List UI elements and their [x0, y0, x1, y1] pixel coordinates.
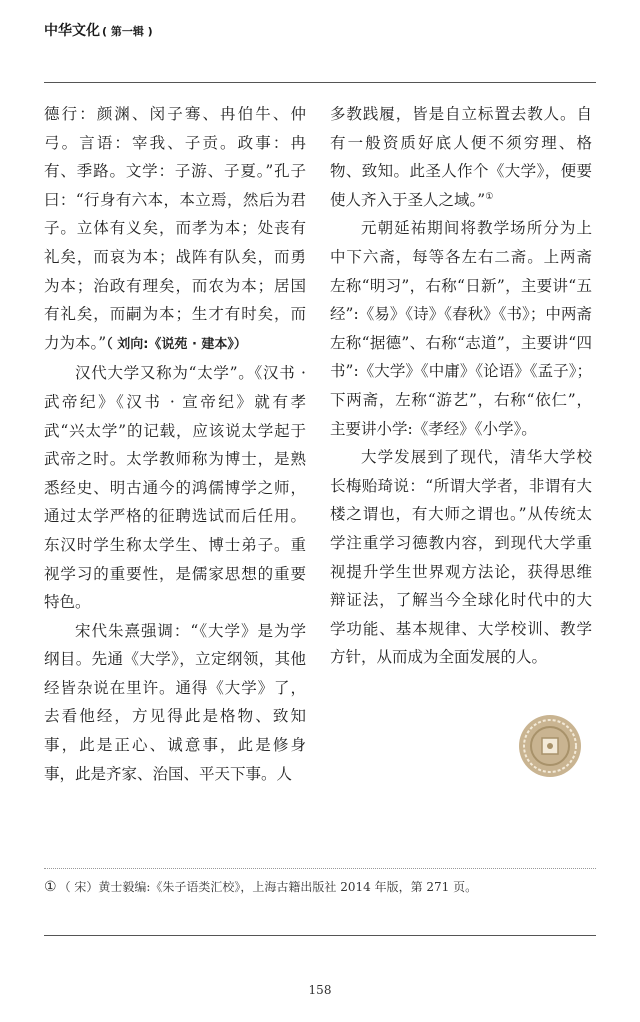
left-paragraph-2: 汉代大学又称为“太学”。《汉书 · 武帝纪》《汉书 · 宣帝纪》就有孝武“兴太学”的记载，应该说太学起于武帝之时。太学教师称为博士，是熟悉经史、明古通今的鸿儒博学之师，通过太学严格的征聘选试而后任用。东汉时学生称太学生、博士弟子。重视学习的重要性，是儒家思想的重要特色。 [44, 364, 306, 612]
footnote-separator [44, 868, 596, 869]
right-paragraph-1 [330, 100, 592, 214]
running-head [44, 20, 153, 40]
right-paragraph-1-text: 多教践履，皆是自立标置去教人。自有一般资质好底人便不须穷理、格物、致知。此圣人作个《大学》，便要使人齐入于圣人之域。” [330, 105, 592, 209]
left-paragraph-1-text: 德行：颜渊、闵子骞、冉伯牛、仲弓。言语：宰我、子贡。政事：冉有、季路。文学：子游、子夏。”孔子曰：“行身有六本，本立焉，然后为君子。立体有义矣，而孝为本；处丧有礼矣，而哀为本；战阵有队矣，而勇为本；治政有理矣，而农为本；居国有礼矣，而嗣为本；生才有时矣，而力为本。” [44, 105, 306, 352]
footnote-text: （ 宋）黄士毅编:《朱子语类汇校》，上海古籍出版社 2014 年版，第 271 页。 [58, 880, 478, 894]
journal-title: 中华文化 [44, 23, 100, 39]
footnote [44, 878, 596, 896]
footnote-reference[interactable]: ① [485, 191, 494, 202]
left-column [44, 100, 306, 788]
footer-rule [44, 935, 596, 936]
seal-center [547, 743, 553, 749]
header-rule [44, 82, 596, 83]
decorative-seal-icon [517, 713, 583, 779]
right-paragraph-2: 元朝延祐期间将教学场所分为上中下六斋，每等各左右二斋。上两斋左称“明习”，右称“日新”，主要讲“五经”:《易》《诗》《春秋》《书》；中两斋左称“据德”、右称“志道”，主要讲“四书”:《大学》《中庸》《论语》《孟子》；下两斋，左称“游艺”，右称“依仁”，主要讲小学:《孝经》《小学》。 [330, 219, 592, 438]
left-paragraph-3: 宋代朱熹强调：“《大学》是为学纲目。先通《大学》，立定纲领，其他经皆杂说在里许。通得《大学》了，去看他经，方见得此是格物、致知事，此是正心、诚意事，此是修身事，此是齐家、治国、平天下事。人 [44, 621, 306, 783]
right-paragraph-3: 大学发展到了现代，清华大学校长梅贻琦说：“所谓大学者，非谓有大楼之谓也，有大师之谓也。”从传统太学注重学习德教内容，到现代大学重视提升学生世界观方法论，获得思维辩证法，了解当今全球化时代中的大学功能、基本规律、大学校训、教学方针，从而成为全面发展的人。 [330, 448, 592, 667]
citation-shuoyuan: （ 刘向:《说苑 · 建本》） [106, 336, 247, 352]
page-number: 158 [308, 983, 332, 997]
footnote-mark: ① [44, 879, 57, 895]
right-column [330, 100, 592, 672]
left-paragraph-1 [44, 100, 306, 359]
journal-subtitle: ( 第一辑 ) [102, 25, 153, 38]
